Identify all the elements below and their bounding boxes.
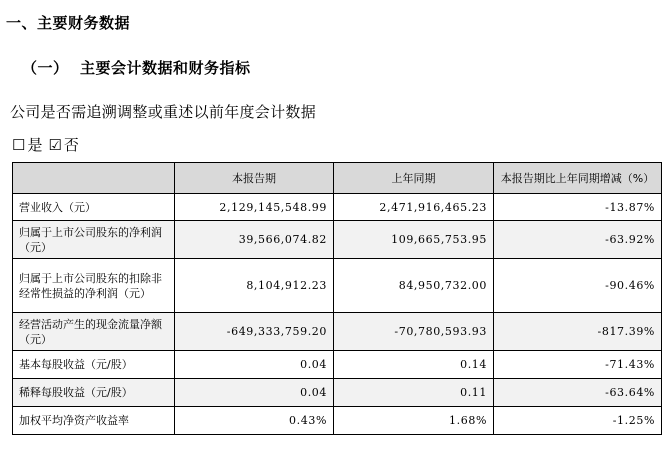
row-label: 经营活动产生的现金流量净额（元） xyxy=(13,313,175,351)
table-row xyxy=(13,407,662,435)
prior-value: 0.11 xyxy=(334,379,494,407)
no-label: 否 xyxy=(63,136,79,154)
row-label: 基本每股收益（元/股） xyxy=(13,351,175,379)
restatement-question: 公司是否需追溯调整或重述以前年度会计数据 xyxy=(10,103,317,121)
row-label: 归属于上市公司股东的净利润（元） xyxy=(13,221,175,259)
change-value: -13.87% xyxy=(494,194,662,221)
current-value: 39,566,074.82 xyxy=(175,221,334,259)
prior-value: 1.68% xyxy=(334,407,494,435)
table-row xyxy=(13,351,662,379)
table-header-row xyxy=(13,163,662,194)
table-row xyxy=(13,221,662,259)
prior-value: -70,780,593.93 xyxy=(334,313,494,351)
change-value: -63.92% xyxy=(494,221,662,259)
change-value: -63.64% xyxy=(494,379,662,407)
current-value: 8,104,912.23 xyxy=(175,259,334,313)
change-value: -817.39% xyxy=(494,313,662,351)
table-row xyxy=(13,313,662,351)
row-label: 归属于上市公司股东的扣除非经常性损益的净利润（元） xyxy=(13,259,175,313)
prior-value: 84,950,732.00 xyxy=(334,259,494,313)
current-value: 0.04 xyxy=(175,379,334,407)
yes-checkbox-icon: ☐ xyxy=(12,135,26,154)
table-row xyxy=(13,259,662,313)
restatement-choices xyxy=(12,134,85,155)
row-label: 稀释每股收益（元/股） xyxy=(13,379,175,407)
current-value: -649,333,759.20 xyxy=(175,313,334,351)
header-item xyxy=(13,163,175,194)
change-value: -90.46% xyxy=(494,259,662,313)
table-row xyxy=(13,194,662,221)
section-heading: 一、主要财务数据 xyxy=(6,14,131,32)
change-value: -71.43% xyxy=(494,351,662,379)
row-label: 加权平均净资产收益率 xyxy=(13,407,175,435)
financial-data-table xyxy=(12,162,662,435)
yes-label: 是 xyxy=(27,136,43,154)
current-value: 0.43% xyxy=(175,407,334,435)
table-row xyxy=(13,379,662,407)
prior-value: 109,665,753.95 xyxy=(334,221,494,259)
change-value: -1.25% xyxy=(494,407,662,435)
header-prior-period: 上年同期 xyxy=(334,163,494,194)
current-value: 0.04 xyxy=(175,351,334,379)
row-label: 营业收入（元） xyxy=(13,194,175,221)
prior-value: 0.14 xyxy=(334,351,494,379)
header-current-period: 本报告期 xyxy=(175,163,334,194)
current-value: 2,129,145,548.99 xyxy=(175,194,334,221)
prior-value: 2,471,916,465.23 xyxy=(334,194,494,221)
no-checkbox-checked-icon: ☑ xyxy=(48,135,62,154)
header-change: 本报告期比上年同期增减（%） xyxy=(494,163,662,194)
subsection-heading: （一） 主要会计数据和财务指标 xyxy=(22,59,251,77)
